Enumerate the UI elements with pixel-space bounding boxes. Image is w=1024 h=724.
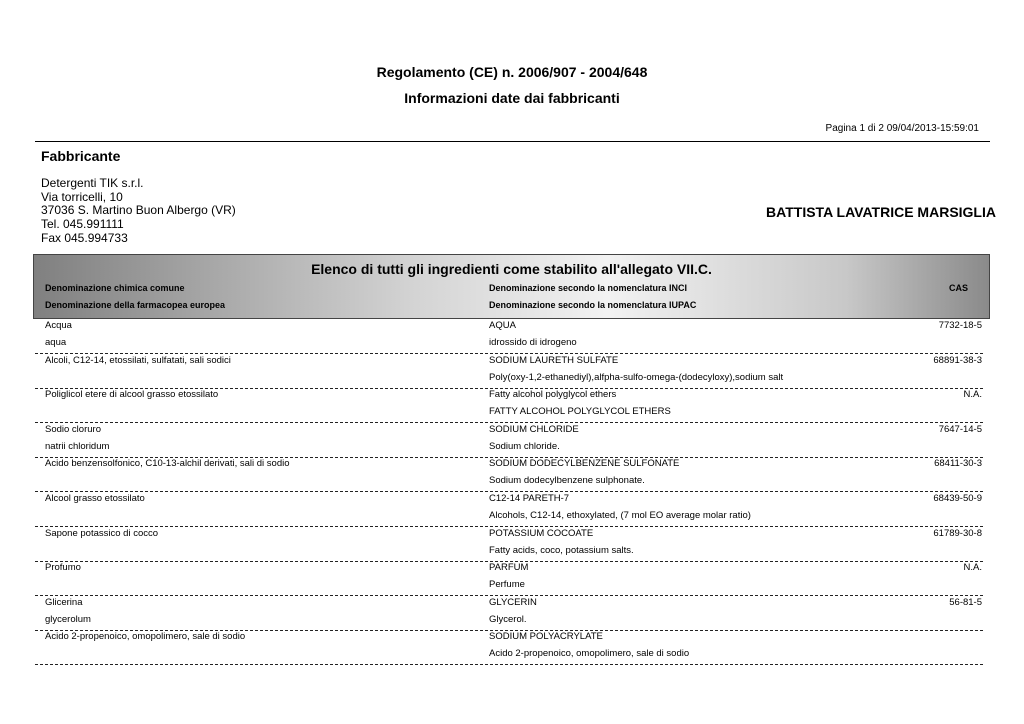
ingredient-inci-name: SODIUM POLYACRYLATE xyxy=(489,631,603,643)
ingredient-pharmacopoeia-name: aqua xyxy=(45,337,67,348)
ingredient-cas-number: N.A. xyxy=(963,389,982,401)
document-subtitle: Informazioni date dai fabbricanti xyxy=(404,90,620,106)
ingredient-iupac-name: FATTY ALCOHOL POLYGLYCOL ETHERS xyxy=(489,406,671,418)
ingredient-chemical-name: Glicerina xyxy=(45,596,83,608)
ingredient-pharmacopoeia-name: natrii chloridum xyxy=(45,440,110,452)
ingredient-cas-number: 68411-30-3 xyxy=(934,458,982,470)
ingredient-chemical-name: Profumo xyxy=(45,562,81,574)
header-iupac: Denominazione secondo la nomenclatura IUPAC xyxy=(489,300,697,310)
ingredient-chemical-name: Acido benzensolfonico, C10-13-alchil derivati, sali di sodio xyxy=(45,458,290,470)
ingredient-inci-name: SODIUM LAURETH SULFATE xyxy=(489,354,619,366)
ingredient-cas-number: 56-81-5 xyxy=(949,596,982,608)
ingredient-inci-name: POTASSIUM COCOATE xyxy=(489,527,594,539)
ingredient-chemical-name: Sodio cloruro xyxy=(45,423,101,435)
manufacturer-phone: Tel. 045.991111 xyxy=(41,217,124,231)
product-name: BATTISTA LAVATRICE MARSIGLIA xyxy=(766,204,996,220)
ingredient-inci-name: C12-14 PARETH-7 xyxy=(489,493,570,504)
header-cas: CAS xyxy=(948,283,968,293)
ingredient-cas-number: 68891-38-3 xyxy=(933,354,982,366)
header-pharmacopoeia: Denominazione della farmacopea europea xyxy=(45,300,226,310)
ingredient-iupac-name: Acido 2-propenoico, omopolimero, sale di sodio xyxy=(489,648,690,660)
ingredient-iupac-name: Fatty acids, coco, potassium salts. xyxy=(489,544,634,556)
ingredient-chemical-name: Acido 2-propenoico, omopolimero, sale di sodio xyxy=(45,631,246,643)
ingredient-iupac-name: Sodium chloride. xyxy=(489,440,560,452)
ingredient-inci-name: SODIUM CHLORIDE xyxy=(489,423,579,435)
ingredient-chemical-name: Sapone potassico di cocco xyxy=(45,527,159,539)
ingredient-iupac-name: Perfume xyxy=(489,579,525,591)
ingredient-iupac-name: Glycerol. xyxy=(489,613,527,625)
ingredient-inci-name: SODIUM DODECYLBENZENE SULFONATE xyxy=(489,458,680,470)
ingredient-iupac-name: idrossido di idrogeno xyxy=(489,337,577,348)
ingredient-chemical-name: Acqua xyxy=(45,320,72,331)
ingredient-inci-name: GLYCERIN xyxy=(489,596,537,608)
ingredient-iupac-name: Poly(oxy-1,2-ethanediyl),alfpha-sulfo-omega-(dodecyloxy),sodium salt xyxy=(489,371,784,383)
ingredient-inci-name: Fatty alcohol polyglycol ethers xyxy=(489,389,617,401)
manufacturer-name: Detergenti TIK s.r.l. xyxy=(41,176,144,190)
manufacturer-fax: Fax 045.994733 xyxy=(41,231,128,245)
row-divider xyxy=(35,664,983,665)
ingredients-title: Elenco di tutti gli ingredienti come stabilito all'allegato VII.C. xyxy=(311,261,712,277)
manufacturer-label: Fabbricante xyxy=(41,148,121,164)
manufacturer-city: 37036 S. Martino Buon Albergo (VR) xyxy=(41,203,236,217)
ingredient-cas-number: 7732-18-5 xyxy=(938,320,982,331)
page-info: Pagina 1 di 2 09/04/2013-15:59:01 xyxy=(825,123,979,134)
ingredient-cas-number: 61789-30-8 xyxy=(933,527,982,539)
ingredient-cas-number: 68439-50-9 xyxy=(933,493,982,504)
ingredient-inci-name: PARFUM xyxy=(489,562,529,574)
ingredient-chemical-name: Poliglicol etere di alcool grasso etossilato xyxy=(45,389,219,401)
document-title: Regolamento (CE) n. 2006/907 - 2004/648 xyxy=(376,64,648,80)
ingredient-cas-number: N.A. xyxy=(963,562,982,574)
ingredient-pharmacopoeia-name: glycerolum xyxy=(45,613,91,625)
manufacturer-street: Via torricelli, 10 xyxy=(41,190,123,204)
ingredient-chemical-name: Alcoli, C12-14, etossilati, sulfatati, sali sodici xyxy=(45,354,231,366)
header-inci: Denominazione secondo la nomenclatura INCI xyxy=(489,283,688,293)
ingredient-inci-name: AQUA xyxy=(489,320,516,331)
ingredient-cas-number: 7647-14-5 xyxy=(938,423,982,435)
ingredient-chemical-name: Alcool grasso etossilato xyxy=(45,493,145,504)
header-divider xyxy=(35,141,990,142)
header-chemical-name: Denominazione chimica comune xyxy=(45,283,185,293)
ingredient-iupac-name: Sodium dodecylbenzene sulphonate. xyxy=(489,475,645,487)
ingredient-iupac-name: Alcohols, C12-14, ethoxylated, (7 mol EO average molar ratio) xyxy=(489,510,751,521)
